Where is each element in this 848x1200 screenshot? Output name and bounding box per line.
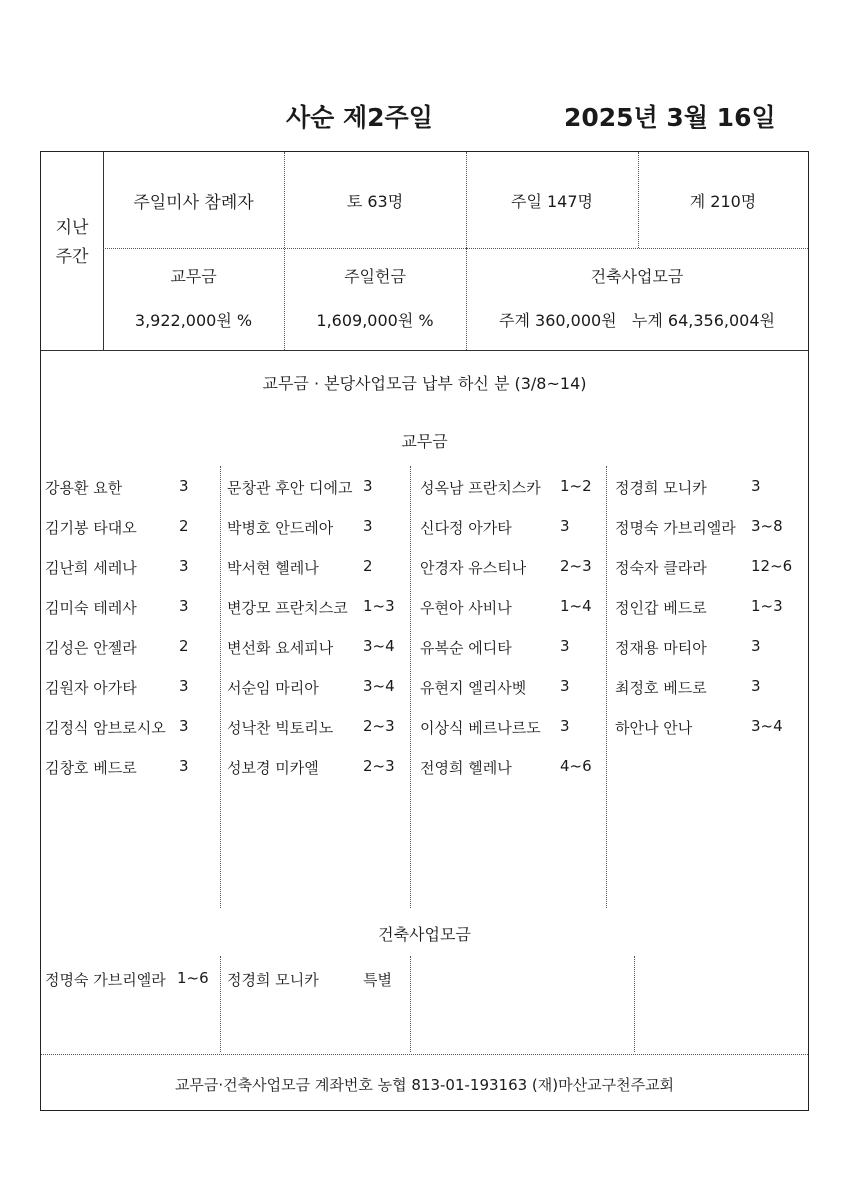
list-item bbox=[420, 477, 592, 498]
donor-name: 정경희 모니카 bbox=[227, 971, 319, 989]
list-item bbox=[227, 517, 373, 538]
list-item bbox=[227, 637, 395, 658]
saturday-attendance: 토 63명 bbox=[346, 192, 404, 211]
payment-months: 3~4 bbox=[363, 677, 395, 695]
payer-name: 유복순 에디타 bbox=[420, 639, 512, 657]
payer-name: 정인갑 베드로 bbox=[615, 599, 707, 617]
payment-months: 1~3 bbox=[363, 597, 395, 615]
liturgical-title: 사순 제2주일 bbox=[286, 103, 433, 132]
list-item bbox=[420, 717, 570, 738]
payment-months: 2 bbox=[179, 517, 189, 535]
account-info: 교무금·건축사업모금 계좌번호 농협 813-01-193163 (재)마산교구천주교회 bbox=[174, 1076, 675, 1094]
donation-months: 특별 bbox=[363, 971, 392, 989]
list-item bbox=[227, 717, 395, 738]
list-item bbox=[420, 637, 570, 658]
list-item bbox=[227, 757, 395, 778]
list-item bbox=[45, 637, 189, 658]
payer-name: 김정식 암브로시오 bbox=[45, 719, 166, 737]
payer-name: 전영희 헬레나 bbox=[420, 759, 512, 777]
bulletin-table bbox=[40, 151, 809, 1111]
payment-months: 4~6 bbox=[560, 757, 592, 775]
list-item bbox=[45, 717, 189, 738]
payer-name: 성보경 미카엘 bbox=[227, 759, 319, 777]
payer-name: 서순임 마리아 bbox=[227, 679, 319, 697]
payment-months: 2~3 bbox=[363, 757, 395, 775]
building-fund-label: 건축사업모금 bbox=[590, 267, 684, 286]
payer-name: 강용환 요한 bbox=[45, 479, 123, 497]
donation-months: 1~6 bbox=[177, 969, 209, 987]
payment-months: 3 bbox=[751, 477, 761, 495]
list-item bbox=[420, 557, 592, 578]
payer-name: 이상식 베르나르도 bbox=[420, 719, 541, 737]
total-attendance: 계 210명 bbox=[689, 192, 757, 211]
kyomu-label: 교무금 bbox=[170, 267, 217, 286]
payment-months: 3 bbox=[179, 757, 189, 775]
list-item bbox=[227, 557, 373, 578]
payer-name: 정경희 모니카 bbox=[615, 479, 707, 497]
payments-section-title: 교무금 · 본당사업모금 납부 하신 분 (3/8~14) bbox=[262, 374, 587, 393]
payment-months: 3 bbox=[179, 677, 189, 695]
payer-name: 김원자 아가타 bbox=[45, 679, 137, 697]
bulletin-date: 2025년 3월 16일 bbox=[564, 103, 776, 132]
payer-name: 최정호 베드로 bbox=[615, 679, 707, 697]
list-item bbox=[615, 637, 761, 658]
sunday-offering-value: 1,609,000원 % bbox=[316, 311, 434, 330]
list-item bbox=[45, 677, 189, 698]
list-item bbox=[420, 677, 570, 698]
payer-name: 김미숙 테레사 bbox=[45, 599, 137, 617]
list-item bbox=[420, 757, 592, 778]
sunday-offering-label: 주일헌금 bbox=[344, 267, 406, 286]
list-item bbox=[45, 477, 189, 498]
payer-name: 성낙찬 빅토리노 bbox=[227, 719, 334, 737]
list-item bbox=[227, 477, 373, 498]
payer-name: 정재용 마티아 bbox=[615, 639, 707, 657]
list-item bbox=[420, 517, 570, 538]
payer-name: 김성은 안젤라 bbox=[45, 639, 137, 657]
payment-months: 2~3 bbox=[363, 717, 395, 735]
building-fund-value: 주계 360,000원 누계 64,356,004원 bbox=[499, 311, 775, 330]
attendance-label: 주일미사 참례자 bbox=[133, 193, 254, 213]
payer-name: 박서현 헬레나 bbox=[227, 559, 319, 577]
payment-months: 2 bbox=[179, 637, 189, 655]
sunday-attendance: 주일 147명 bbox=[511, 192, 593, 211]
kyomu-value: 3,922,000원 % bbox=[134, 311, 253, 330]
list-item bbox=[45, 557, 189, 578]
list-item bbox=[227, 969, 392, 990]
list-item bbox=[45, 757, 189, 778]
payment-months: 2~3 bbox=[560, 557, 592, 575]
list-item bbox=[615, 677, 761, 698]
payer-name: 박병호 안드레아 bbox=[227, 519, 334, 537]
list-item bbox=[615, 517, 783, 538]
payment-months: 3 bbox=[560, 637, 570, 655]
payer-name: 변선화 요세피나 bbox=[227, 639, 334, 657]
list-item bbox=[45, 517, 189, 538]
list-item bbox=[615, 597, 783, 618]
payment-months: 3 bbox=[179, 717, 189, 735]
payment-months: 3 bbox=[179, 557, 189, 575]
payment-months: 1~2 bbox=[560, 477, 592, 495]
list-item bbox=[615, 477, 761, 498]
building-list-title: 건축사업모금 bbox=[378, 925, 471, 944]
payment-months: 3 bbox=[363, 477, 373, 495]
list-item bbox=[227, 597, 395, 618]
payment-months: 3 bbox=[560, 717, 570, 735]
payment-months: 3 bbox=[179, 597, 189, 615]
payer-name: 김난희 세레나 bbox=[45, 559, 137, 577]
payment-months: 12~6 bbox=[751, 557, 793, 575]
payment-months: 3~8 bbox=[751, 517, 783, 535]
payment-months: 3 bbox=[751, 637, 761, 655]
payment-months: 3 bbox=[751, 677, 761, 695]
payer-name: 신다정 아가타 bbox=[420, 519, 512, 537]
payment-months: 3 bbox=[560, 517, 570, 535]
payer-name: 우현아 사비나 bbox=[420, 599, 512, 617]
last-week-label: 지난 주간 bbox=[55, 218, 89, 267]
list-item bbox=[615, 717, 783, 738]
list-item bbox=[227, 677, 395, 698]
payment-months: 3 bbox=[363, 517, 373, 535]
payer-name: 하안나 안나 bbox=[615, 719, 693, 737]
kyomu-list-title: 교무금 bbox=[401, 432, 448, 451]
payment-months: 1~4 bbox=[560, 597, 592, 615]
payer-name: 정숙자 클라라 bbox=[615, 559, 707, 577]
payment-months: 3~4 bbox=[751, 717, 783, 735]
list-item bbox=[45, 597, 189, 618]
list-item bbox=[420, 597, 592, 618]
page-header bbox=[0, 98, 848, 138]
payer-name: 안경자 유스티나 bbox=[420, 559, 527, 577]
list-item bbox=[45, 969, 209, 990]
payer-name: 김창호 베드로 bbox=[45, 759, 137, 777]
payment-months: 2 bbox=[363, 557, 373, 575]
payer-name: 성옥남 프란치스카 bbox=[420, 479, 541, 497]
payer-name: 문창관 후안 디에고 bbox=[227, 479, 353, 497]
payer-name: 김기봉 타대오 bbox=[45, 519, 137, 537]
payment-months: 3 bbox=[179, 477, 189, 495]
payment-months: 3 bbox=[560, 677, 570, 695]
list-item bbox=[615, 557, 793, 578]
payer-name: 변강모 프란치스코 bbox=[227, 599, 348, 617]
payer-name: 정명숙 가브리엘라 bbox=[615, 519, 736, 537]
donor-name: 정명숙 가브리엘라 bbox=[45, 971, 166, 989]
payer-name: 유현지 엘리사벳 bbox=[420, 679, 527, 697]
payment-months: 3~4 bbox=[363, 637, 395, 655]
payment-months: 1~3 bbox=[751, 597, 783, 615]
